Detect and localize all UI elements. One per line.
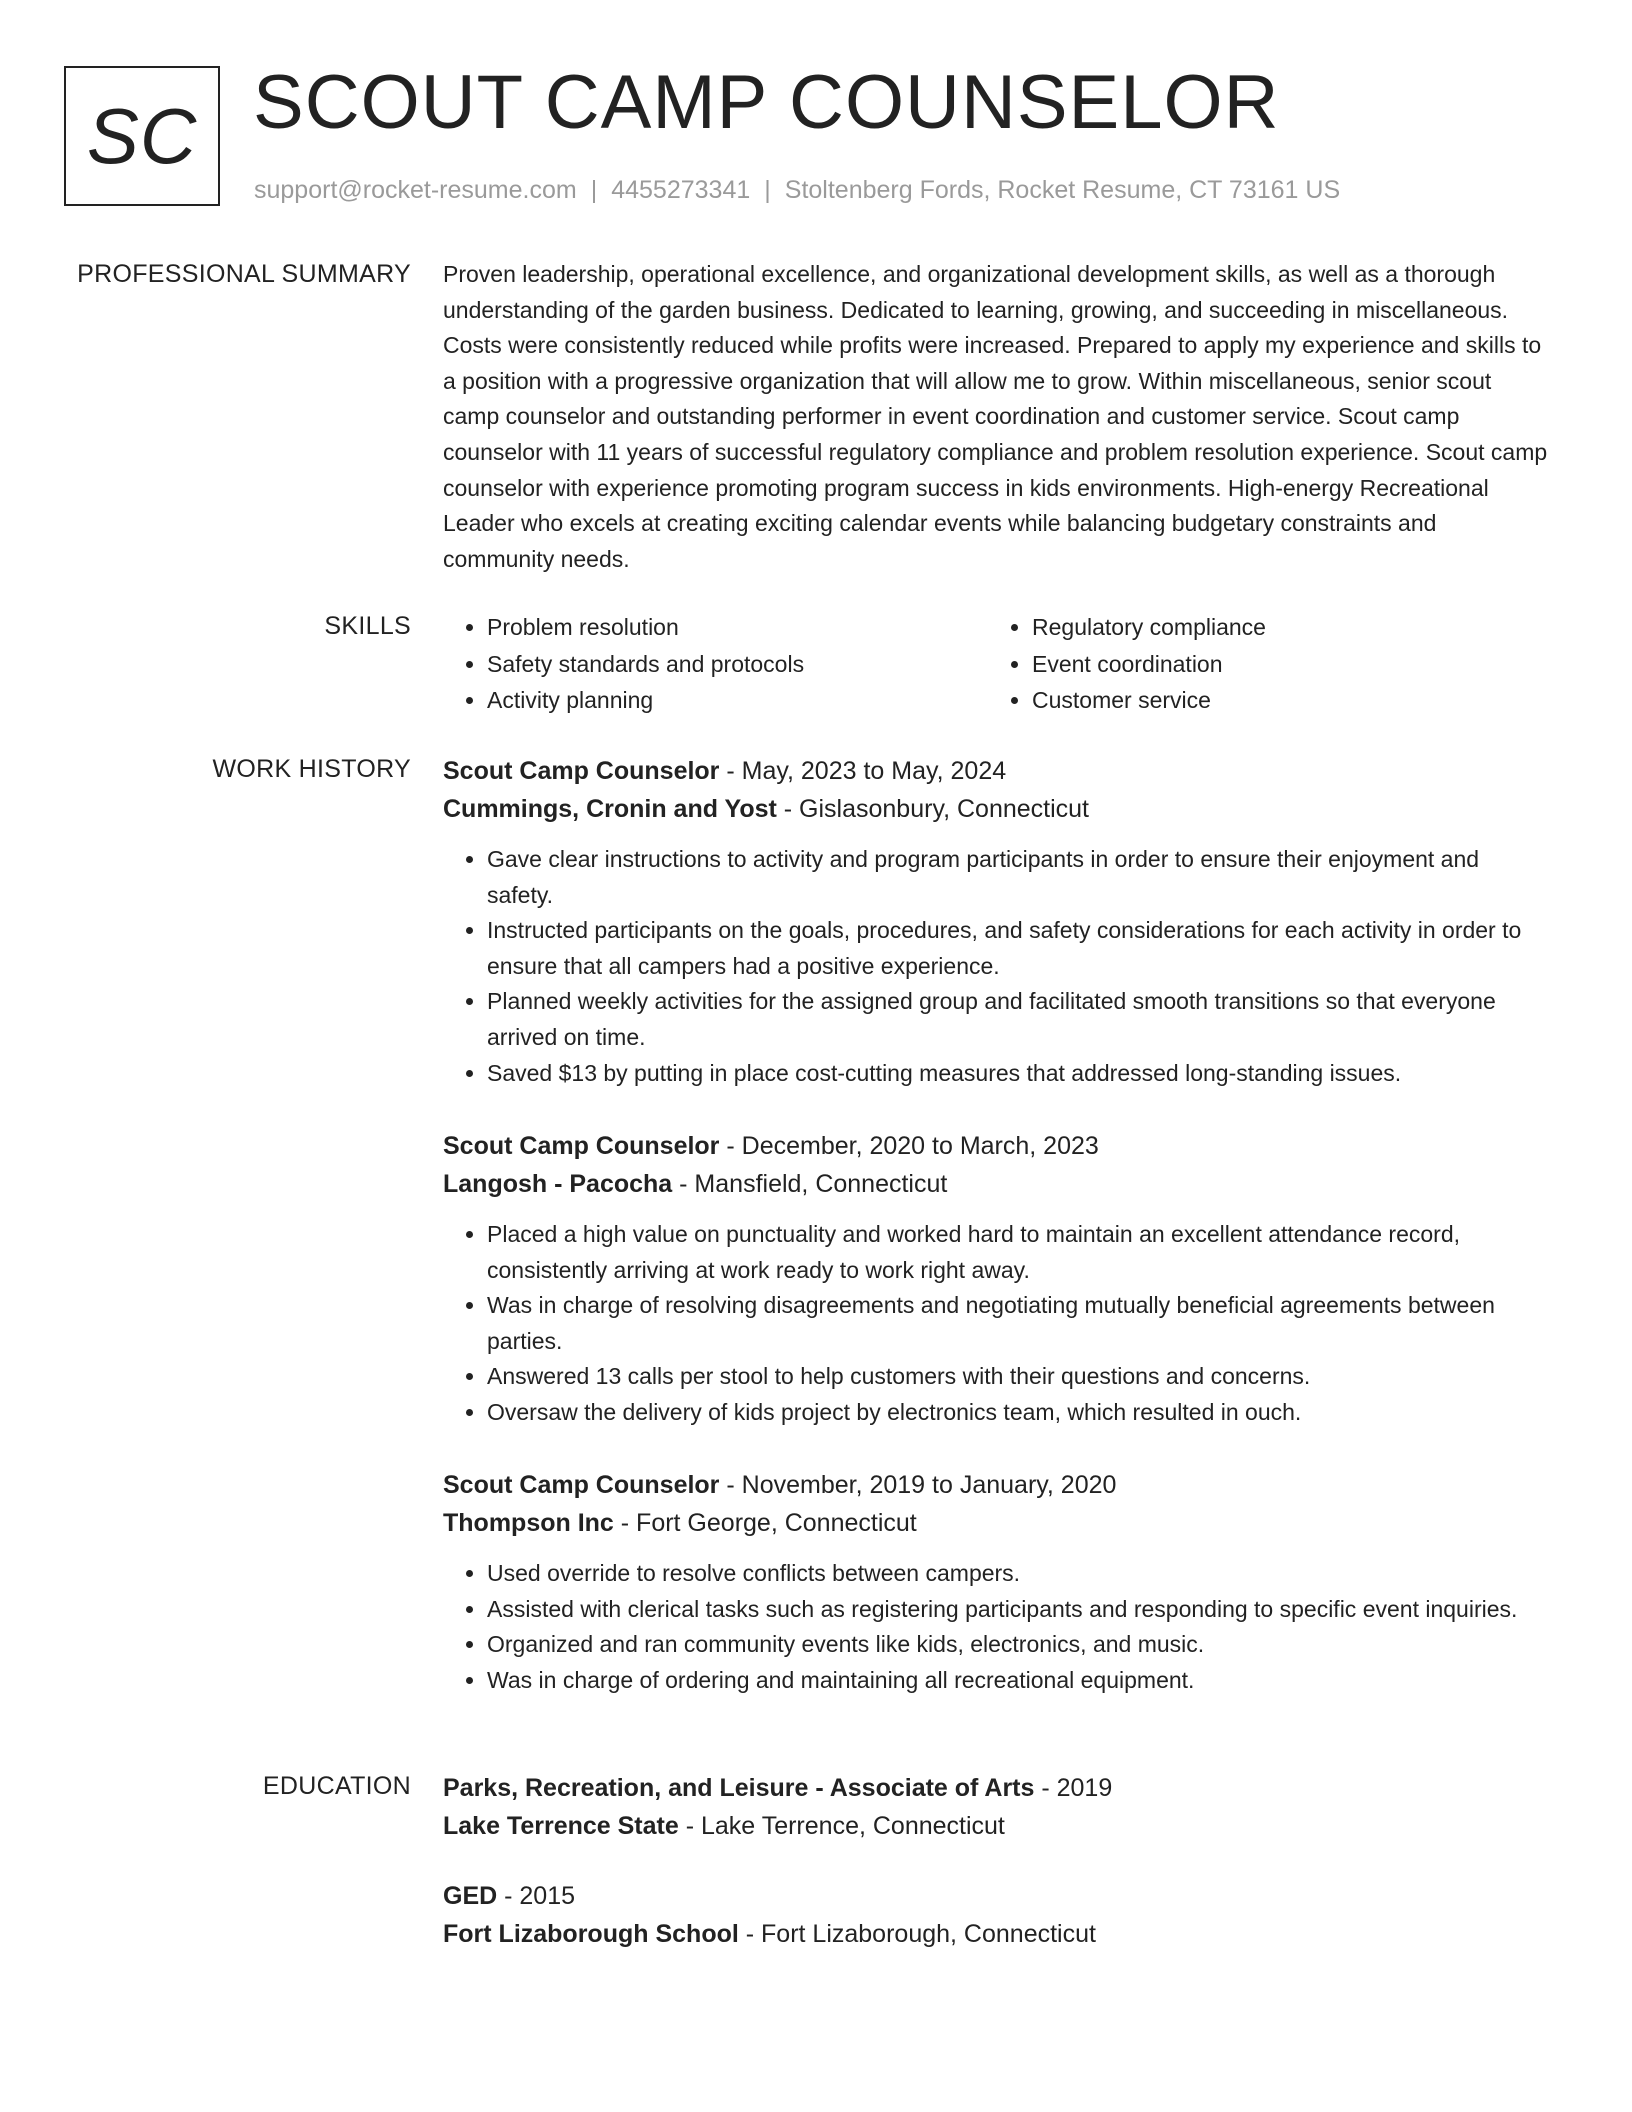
skills-section-title: SKILLS <box>324 612 411 640</box>
resume-name-heading: SCOUT CAMP COUNSELOR <box>253 60 1280 145</box>
job-entry <box>443 752 1553 1091</box>
education-year: - 2019 <box>1034 1774 1113 1802</box>
job-company-line <box>443 1165 1553 1203</box>
education-school-line <box>443 1807 1553 1845</box>
job-bullets <box>443 1217 1553 1431</box>
education-location: - Fort Lizaborough, Connecticut <box>738 1920 1096 1948</box>
contact-email[interactable]: support@rocket-resume.com <box>254 176 577 204</box>
job-bullet: • Planned weekly activities for the assigned group and facilitated smooth transitions so that everyone arrived on time. <box>487 984 1553 1055</box>
skill-item: • Event coordination <box>1032 646 1533 683</box>
job-location: - Fort George, Connecticut <box>613 1509 917 1537</box>
work-history-section-title: WORK HISTORY <box>212 755 411 783</box>
job-role: Scout Camp Counselor <box>443 757 720 785</box>
skill-item: • Safety standards and protocols <box>487 646 988 683</box>
job-company: Langosh - Pacocha <box>443 1170 673 1198</box>
education-degree-line <box>443 1877 1553 1915</box>
job-location: - Gislasonbury, Connecticut <box>776 795 1089 823</box>
job-bullet: • Was in charge of ordering and maintaining all recreational equipment. <box>487 1663 1553 1699</box>
job-entry <box>443 1127 1553 1431</box>
job-bullet: • Was in charge of resolving disagreements and negotiating mutually beneficial agreements between parties. <box>487 1288 1553 1359</box>
contact-line <box>254 174 1340 206</box>
education-degree: Parks, Recreation, and Leisure - Associate of Arts <box>443 1774 1035 1802</box>
education-degree-line <box>443 1769 1553 1807</box>
job-company-line <box>443 790 1553 828</box>
job-bullet: • Assisted with clerical tasks such as registering participants and responding to specific event inquiries. <box>487 1592 1553 1628</box>
education-section-title: EDUCATION <box>262 1772 411 1800</box>
monogram-text: SC <box>86 91 198 180</box>
job-bullet: • Organized and ran community events like kids, electronics, and music. <box>487 1627 1553 1663</box>
job-bullet: • Answered 13 calls per stool to help customers with their questions and concerns. <box>487 1359 1553 1395</box>
job-bullet: • Placed a high value on punctuality and worked hard to maintain an excellent attendance record, consistently arriving at work ready to work right away. <box>487 1217 1553 1288</box>
job-dates: - November, 2019 to January, 2020 <box>719 1471 1117 1499</box>
education-degree: GED <box>443 1882 498 1910</box>
job-bullets <box>443 842 1553 1091</box>
job-location: - Mansfield, Connecticut <box>672 1170 948 1198</box>
skill-item: • Customer service <box>1032 682 1533 719</box>
summary-section-title: PROFESSIONAL SUMMARY <box>77 260 411 288</box>
skill-item: • Activity planning <box>487 682 988 719</box>
skills-list-left <box>443 609 988 719</box>
job-bullet: • Gave clear instructions to activity and program participants in order to ensure their enjoyment and safety. <box>487 842 1553 913</box>
job-dates: - May, 2023 to May, 2024 <box>719 757 1007 785</box>
job-bullets <box>443 1556 1553 1698</box>
skill-item: • Problem resolution <box>487 609 988 646</box>
job-title-line <box>443 752 1553 790</box>
skills-grid <box>443 609 1553 719</box>
job-bullet: • Oversaw the delivery of kids project by electronics team, which resulted in ouch. <box>487 1395 1553 1431</box>
job-title-line <box>443 1466 1553 1504</box>
education-location: - Lake Terrence, Connecticut <box>678 1812 1005 1840</box>
job-role: Scout Camp Counselor <box>443 1132 720 1160</box>
job-company: Thompson Inc <box>443 1509 614 1537</box>
summary-text: Proven leadership, operational excellence, and organizational development skills, as well as a thorough understanding of the garden business. Dedicated to learning, growing, and succeeding in miscellaneous. Costs were consistently reduced while profits were increased. Prepared to apply my experience and skills to a position with a progressive organization that will allow me to grow. Within miscellaneous, senior scout camp counselor and outstanding performer in event coordination and customer service. Scout camp counselor with 11 years of successful regulatory compliance and problem resolution experience. Scout camp counselor with experience promoting program success in kids environments. High-energy Recreational Leader who excels at creating exciting calendar events while balancing budgetary constraints and community needs. <box>443 261 1548 572</box>
contact-address: Stoltenberg Fords, Rocket Resume, CT 73161 US <box>784 176 1341 204</box>
job-entry <box>443 1466 1553 1698</box>
job-company-line <box>443 1504 1553 1542</box>
job-bullet: • Instructed participants on the goals, procedures, and safety considerations for each activity in order to ensure that all campers had a positive experience. <box>487 913 1553 984</box>
skill-item: • Regulatory compliance <box>1032 609 1533 646</box>
education-school: Lake Terrence State <box>443 1812 679 1840</box>
job-role: Scout Camp Counselor <box>443 1471 720 1499</box>
education-entry <box>443 1877 1553 1953</box>
skills-list-right <box>988 609 1533 719</box>
contact-phone[interactable]: 4455273341 <box>611 176 751 204</box>
education-year: - 2015 <box>497 1882 576 1910</box>
job-bullet: • Used override to resolve conflicts between campers. <box>487 1556 1553 1592</box>
job-company: Cummings, Cronin and Yost <box>443 795 777 823</box>
job-dates: - December, 2020 to March, 2023 <box>719 1132 1099 1160</box>
monogram-logo <box>64 66 220 206</box>
contact-separator: | <box>590 176 598 204</box>
summary-body <box>443 257 1553 577</box>
education-school: Fort Lizaborough School <box>443 1920 739 1948</box>
contact-separator: | <box>764 176 771 204</box>
education-school-line <box>443 1915 1553 1953</box>
education-entry <box>443 1769 1553 1845</box>
job-title-line <box>443 1127 1553 1165</box>
skills-body <box>443 609 1553 719</box>
job-bullet: • Saved $13 by putting in place cost-cutting measures that addressed long-standing issues. <box>487 1056 1553 1092</box>
